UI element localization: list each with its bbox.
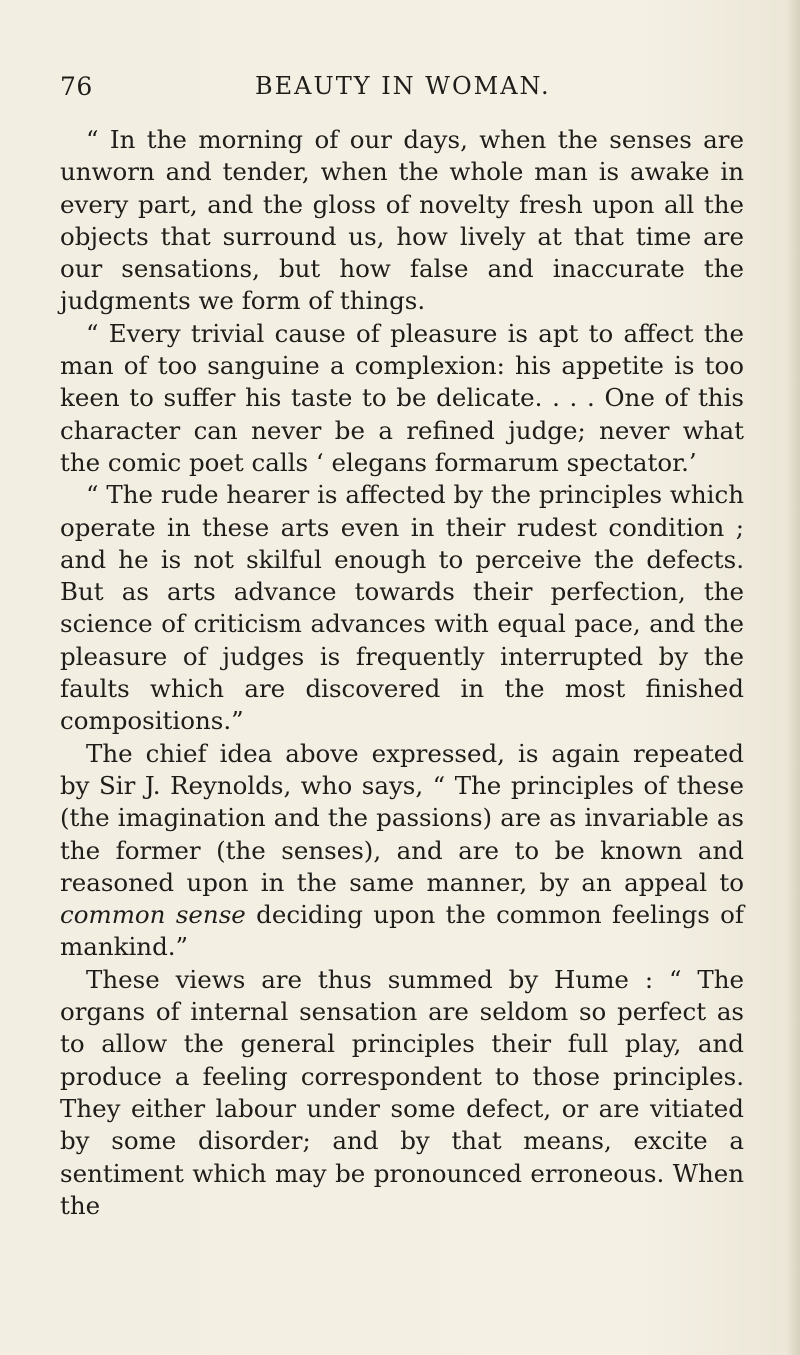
paragraph-hume: These views are thus summed by Hume : “ The organs of internal sensation are seldom so perfect as to allow the general principles their full play, and produce a feeling correspondent to those principles. They either labour under some defect, or are vitiated by some disorder; and by that means, excite a sentiment which may be pronounced erroneous. When the (60, 964, 744, 1220)
paragraph-trivial-cause-of-pleasure: “ Every trivial cause of pleasure is apt to affect the man of too sanguine a complexion: his appetite is too keen to suffer his taste to be delicate. . . . One of this character can never be a refined judge; never what the comic poet calls ‘ elegans formarum spectator.’ (60, 318, 744, 477)
page-edge-shadow (786, 0, 800, 1355)
paragraph-reynolds-emphasis: common sense (60, 900, 246, 930)
page-header (60, 72, 740, 112)
paragraph-rude-hearer: “ The rude hearer is affected by the principles which operate in these arts even in their rudest condition ; and he is not skilful enough to perceive the defects. But as arts advance towards their perfection, the science of criticism advances with equal pace, and the pleasure of judges is frequently interrupted by the faults which are discovered in the most finished compositions.” (60, 480, 744, 736)
body-text (60, 124, 744, 1222)
paragraph-morning-of-our-days: “ In the morning of our days, when the senses are unworn and tender, when the whole man is awake in every part, and the gloss of novelty fresh upon all the objects that surround us, how lively at that time are our sensations, but how false and inaccurate the judgments we form of things. (60, 125, 744, 316)
paragraph-reynolds-after: deciding upon the common feelings of mankind.” (60, 900, 744, 962)
paragraph-reynolds-before: The chief idea above expressed, is again repeated by Sir J. Reynolds, who says, “ The principles of these (the imagination and the passions) are as invariable as the former (the senses), and are to be known and reasoned upon in the same manner, by an appeal to (60, 738, 744, 897)
paragraph-reynolds (60, 738, 744, 964)
page-number: 76 (60, 72, 93, 101)
running-head: BEAUTY IN WOMAN. (255, 72, 551, 100)
